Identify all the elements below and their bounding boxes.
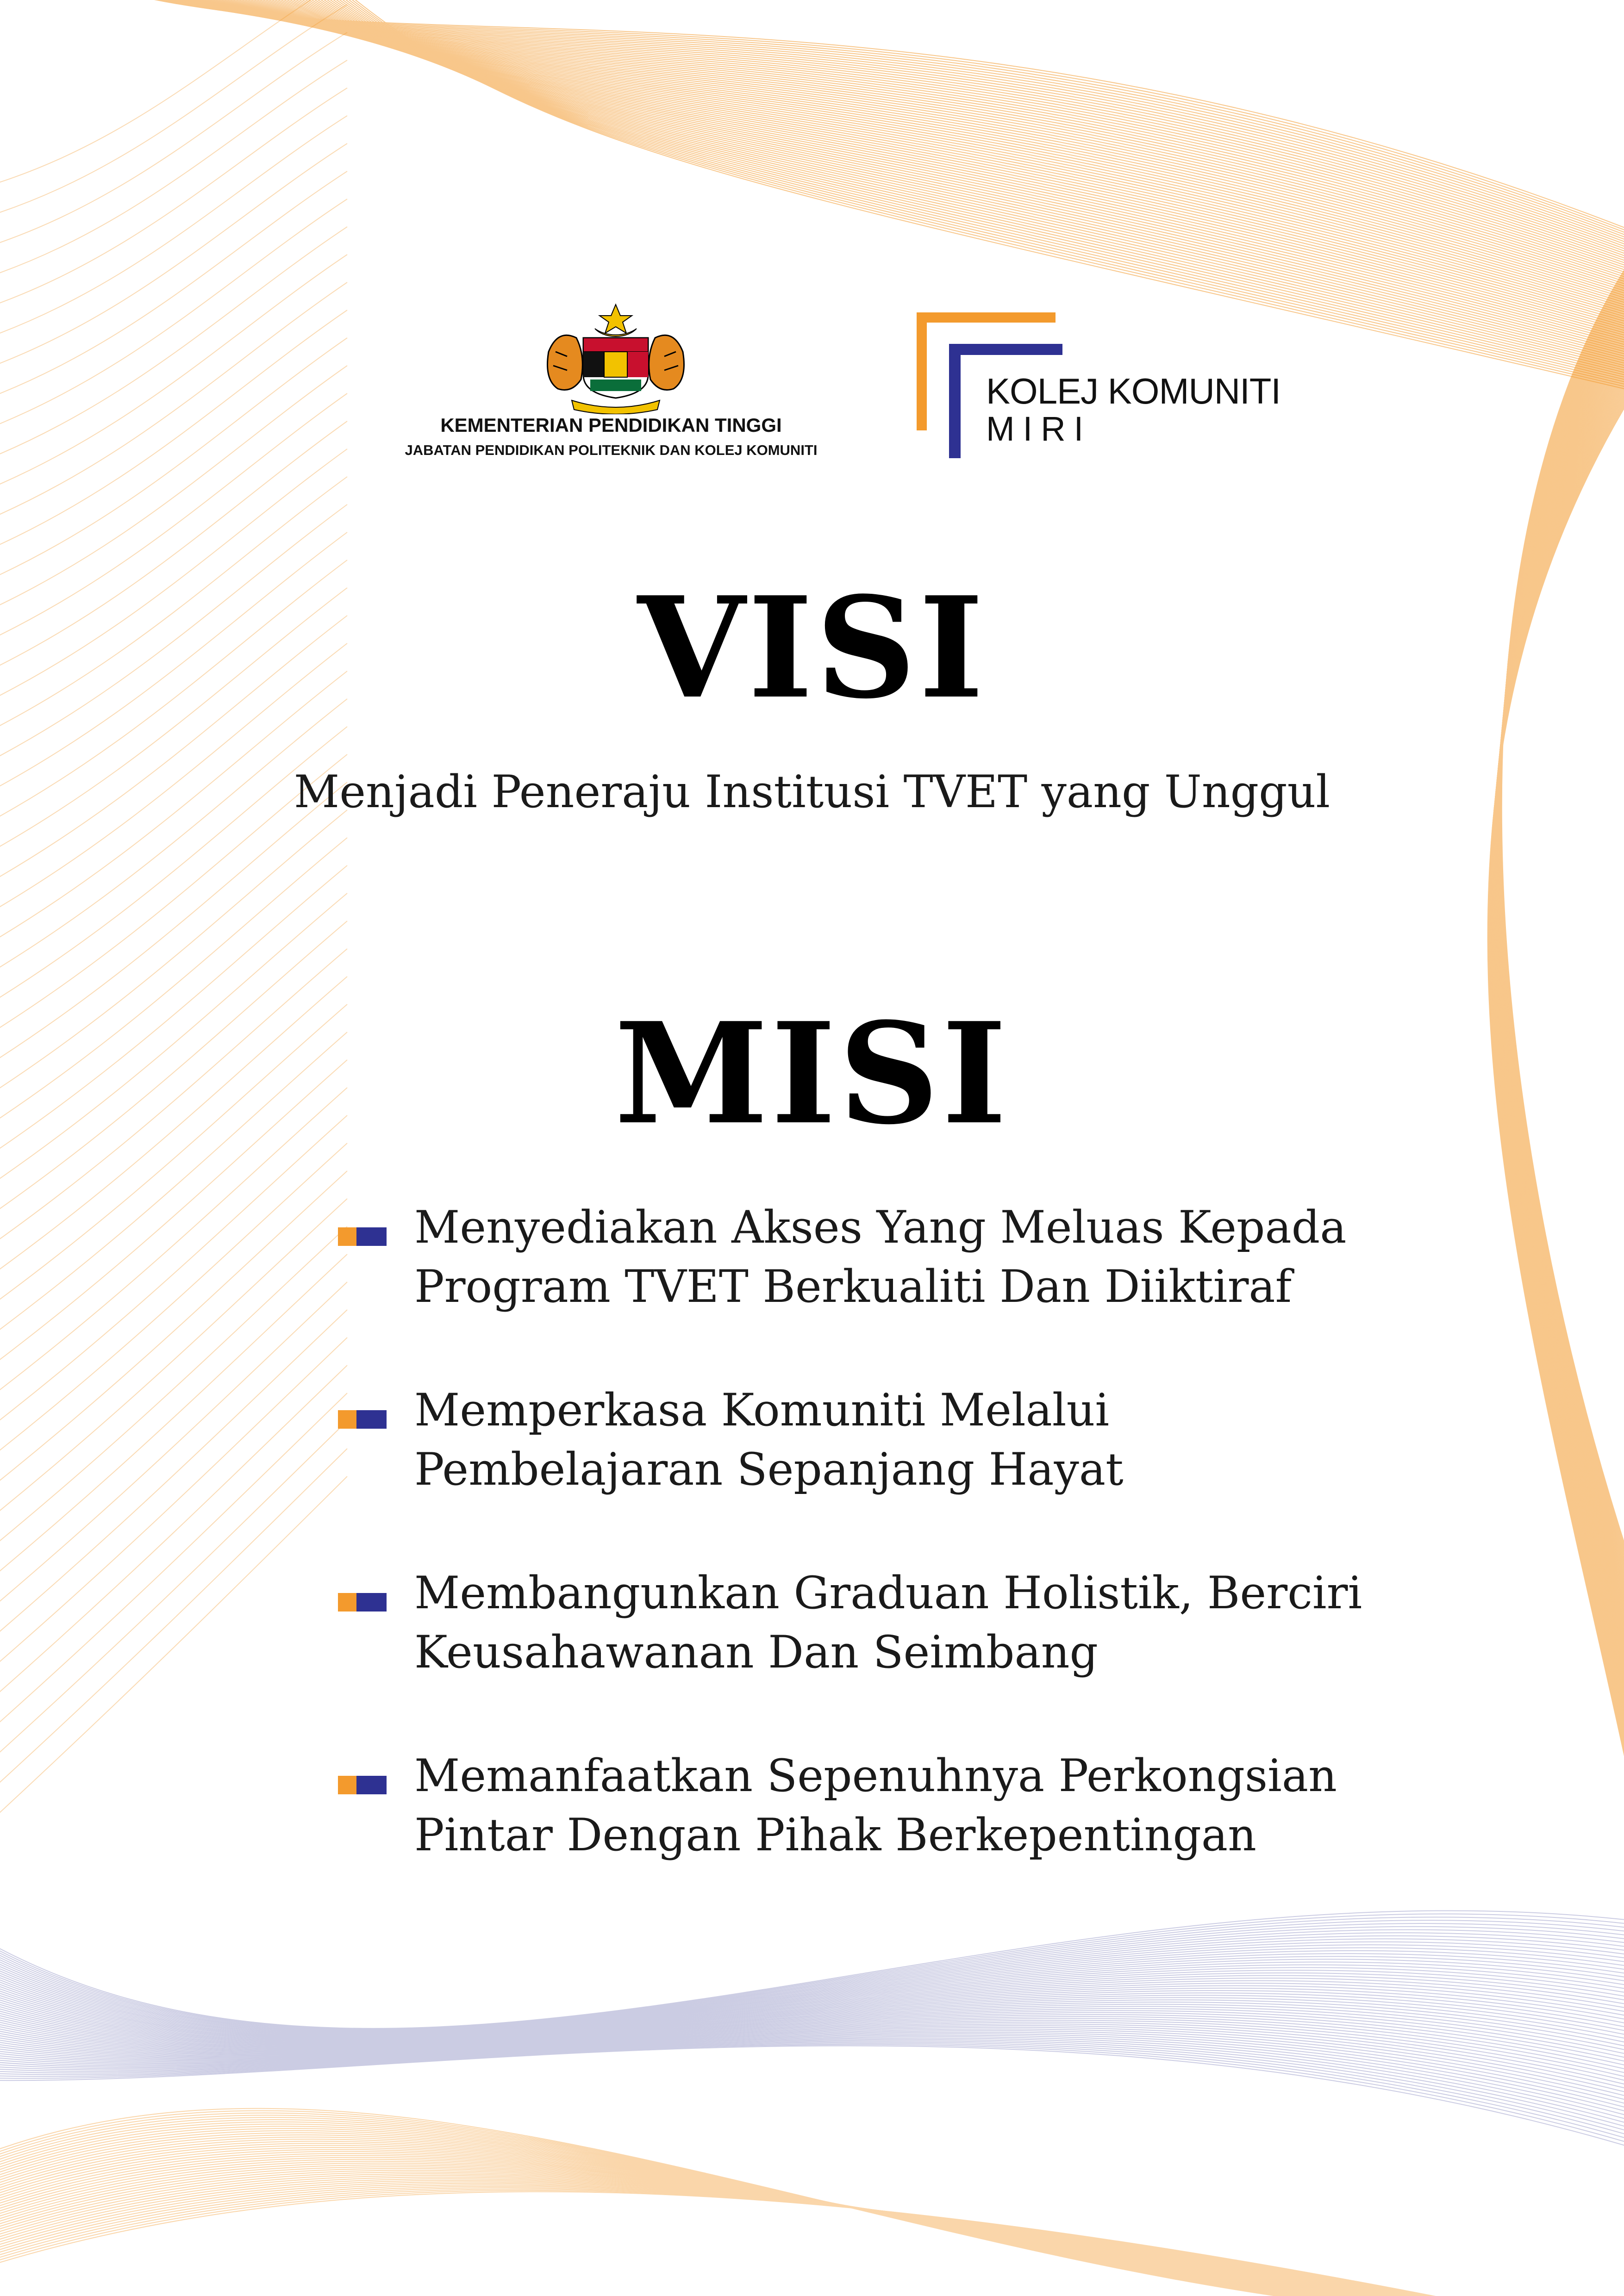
mission-line: Keusahawanan Dan Seimbang	[414, 1626, 1098, 1678]
mission-line: Menyediakan Akses Yang Meluas Kepada	[414, 1201, 1347, 1253]
orange-blue-bullet-icon	[338, 1410, 387, 1429]
mission-line: Memanfaatkan Sepenuhnya Perkongsian	[414, 1750, 1337, 1802]
college-name: KOLEJ KOMUNITI	[986, 371, 1281, 411]
mission-line: Memperkasa Komuniti Melalui	[414, 1384, 1110, 1436]
misi-title: MISI	[614, 992, 1010, 1155]
orange-blue-bullet-icon	[338, 1593, 387, 1612]
ministry-department: JABATAN PENDIDIKAN POLITEKNIK DAN KOLEJ KOMUNITI	[405, 442, 818, 458]
orange-blue-bullet-icon	[338, 1776, 387, 1794]
mission-line: Pembelajaran Sepanjang Hayat	[414, 1444, 1124, 1495]
visi-title: VISI	[637, 566, 987, 729]
ministry-name: KEMENTERIAN PENDIDIKAN TINGGI	[440, 414, 782, 436]
mission-line: Program TVET Berkualiti Dan Diiktiraf	[414, 1261, 1292, 1313]
orange-blue-bullet-icon	[338, 1227, 387, 1246]
visi-statement: Menjadi Peneraju Institusi TVET yang Unggul	[294, 766, 1330, 818]
mission-line: Membangunkan Graduan Holistik, Berciri	[414, 1567, 1362, 1619]
malaysia-coat-of-arms-icon	[539, 301, 692, 414]
college-location: MIRI	[986, 410, 1092, 448]
mission-line: Pintar Dengan Pihak Berkepentingan	[414, 1809, 1256, 1861]
